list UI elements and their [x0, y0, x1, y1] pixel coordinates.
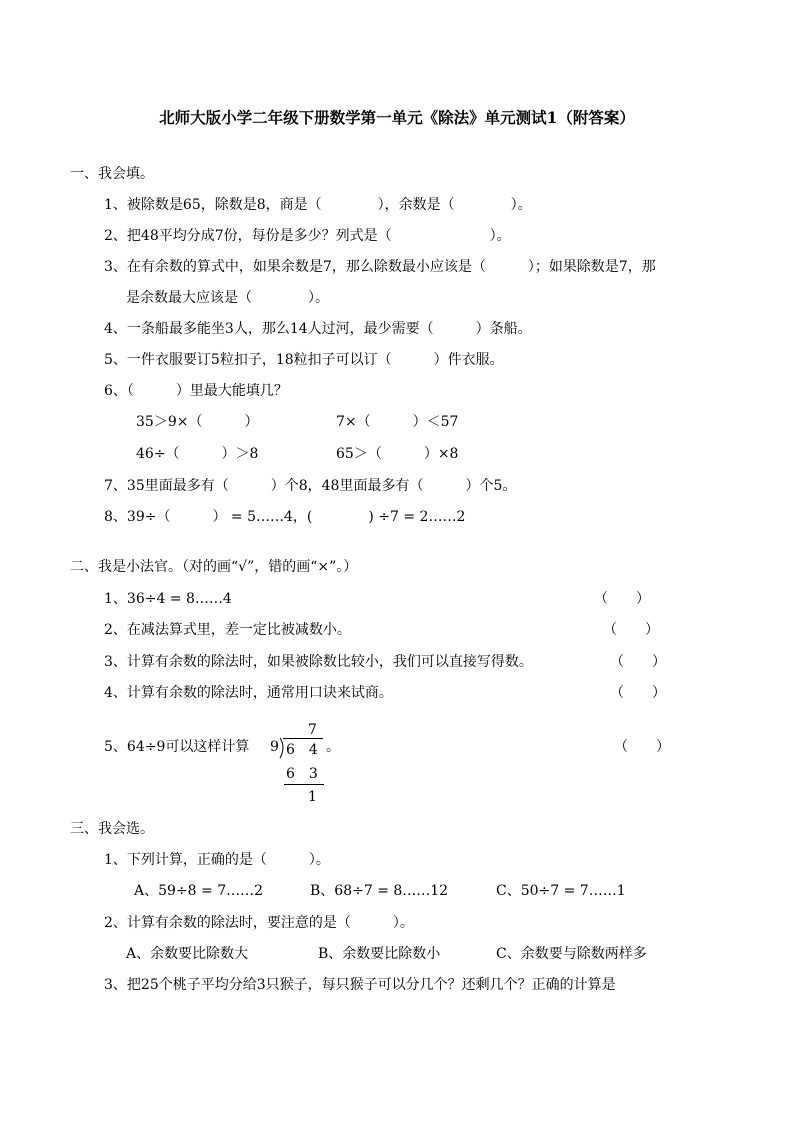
question-2-2: 2、在减法算式里，差一定比被减数小。 — [104, 622, 351, 638]
option-3-1-b: B、68÷7 = 8……12 — [310, 883, 449, 899]
question-2-1: 1、36÷4 = 8……4 — [104, 591, 232, 607]
question-1-5: 5、一件衣服要订5粒扣子，18粒扣子可以订（ ）件衣服。 — [104, 352, 504, 368]
question-2-3: 3、计算有余数的除法时，如果被除数比较小，我们可以直接写得数。 — [104, 654, 533, 670]
section-heading-judge: 二、我是小法官。（对的画“√”，错的画“×”。） — [70, 559, 358, 575]
option-3-2-b: B、余数要比除数小 — [318, 946, 441, 962]
question-1-6-a: 35＞9×（ ） — [136, 414, 259, 430]
answer-paren-2-1: （ ） — [594, 591, 650, 607]
long-division-quotient: 7 — [308, 722, 317, 738]
section-heading-choose: 三、我会选。 — [70, 821, 154, 837]
answer-paren-2-5: （ ） — [614, 739, 670, 755]
question-1-6-b: 7×（ ）＜57 — [336, 414, 459, 430]
question-1-3-line2: 是余数最大应该是（ ）。 — [126, 290, 329, 306]
question-1-1: 1、被除数是65，除数是8，商是（ ），余数是（ ）。 — [104, 197, 532, 213]
answer-paren-2-3: （ ） — [610, 654, 666, 670]
answer-paren-2-2: （ ） — [603, 622, 659, 638]
question-2-5: 5、64÷9可以这样计算 — [104, 739, 250, 755]
answer-paren-2-4: （ ） — [610, 685, 666, 701]
question-3-3: 3、把25个桃子平均分给3只猴子，每只猴子可以分几个？还剩几个？正确的计算是 — [104, 977, 616, 993]
long-division-underline — [284, 784, 324, 785]
option-3-1-c: C、50÷7 = 7……1 — [496, 883, 626, 899]
question-1-2: 2、把48平均分成7份，每份是多少？列式是（ ）。 — [104, 228, 511, 244]
question-1-6-c: 46÷（ ）＞8 — [136, 446, 259, 462]
long-division-bar — [283, 738, 323, 739]
question-1-8: 8、39÷（ ） = 5……4，( ) ÷7 = 2……2 — [104, 509, 466, 525]
question-3-1: 1、下列计算，正确的是（ ）。 — [104, 852, 330, 868]
page-title: 北师大版小学二年级下册数学第一单元《除法》单元测试1（附答案） — [159, 108, 635, 127]
question-1-6-d: 65＞（ ）×8 — [336, 446, 459, 462]
option-3-2-a: A、余数要比除数大 — [126, 946, 249, 962]
long-division-product: 6 3 — [286, 766, 318, 782]
option-3-1-a: A、59÷8 = 7……2 — [134, 883, 264, 899]
question-1-3-line1: 3、在有余数的算式中，如果余数是7，那么除数最小应该是（ ）；如果除数是7，那 — [104, 259, 656, 275]
question-1-6: 6、（ ）里最大能填几？ — [104, 383, 288, 399]
question-2-5-end: 。 — [326, 739, 340, 755]
long-division-dividend: 6 4 — [286, 742, 318, 758]
question-1-7: 7、35里面最多有（ ）个8，48里面最多有（ ）个5。 — [104, 478, 517, 494]
section-heading-fill: 一、我会填。 — [70, 166, 154, 182]
question-3-2: 2、计算有余数的除法时，要注意的是（ ）。 — [104, 915, 414, 931]
question-1-4: 4、一条船最多能坐3人，那么14人过河，最少需要（ ）条船。 — [104, 321, 532, 337]
long-division-remainder: 1 — [308, 789, 317, 805]
long-division-divisor: 9 — [270, 739, 279, 755]
option-3-2-c: C、余数要与除数两样多 — [496, 946, 647, 962]
question-2-4: 4、计算有余数的除法时，通常用口诀来试商。 — [104, 685, 393, 701]
